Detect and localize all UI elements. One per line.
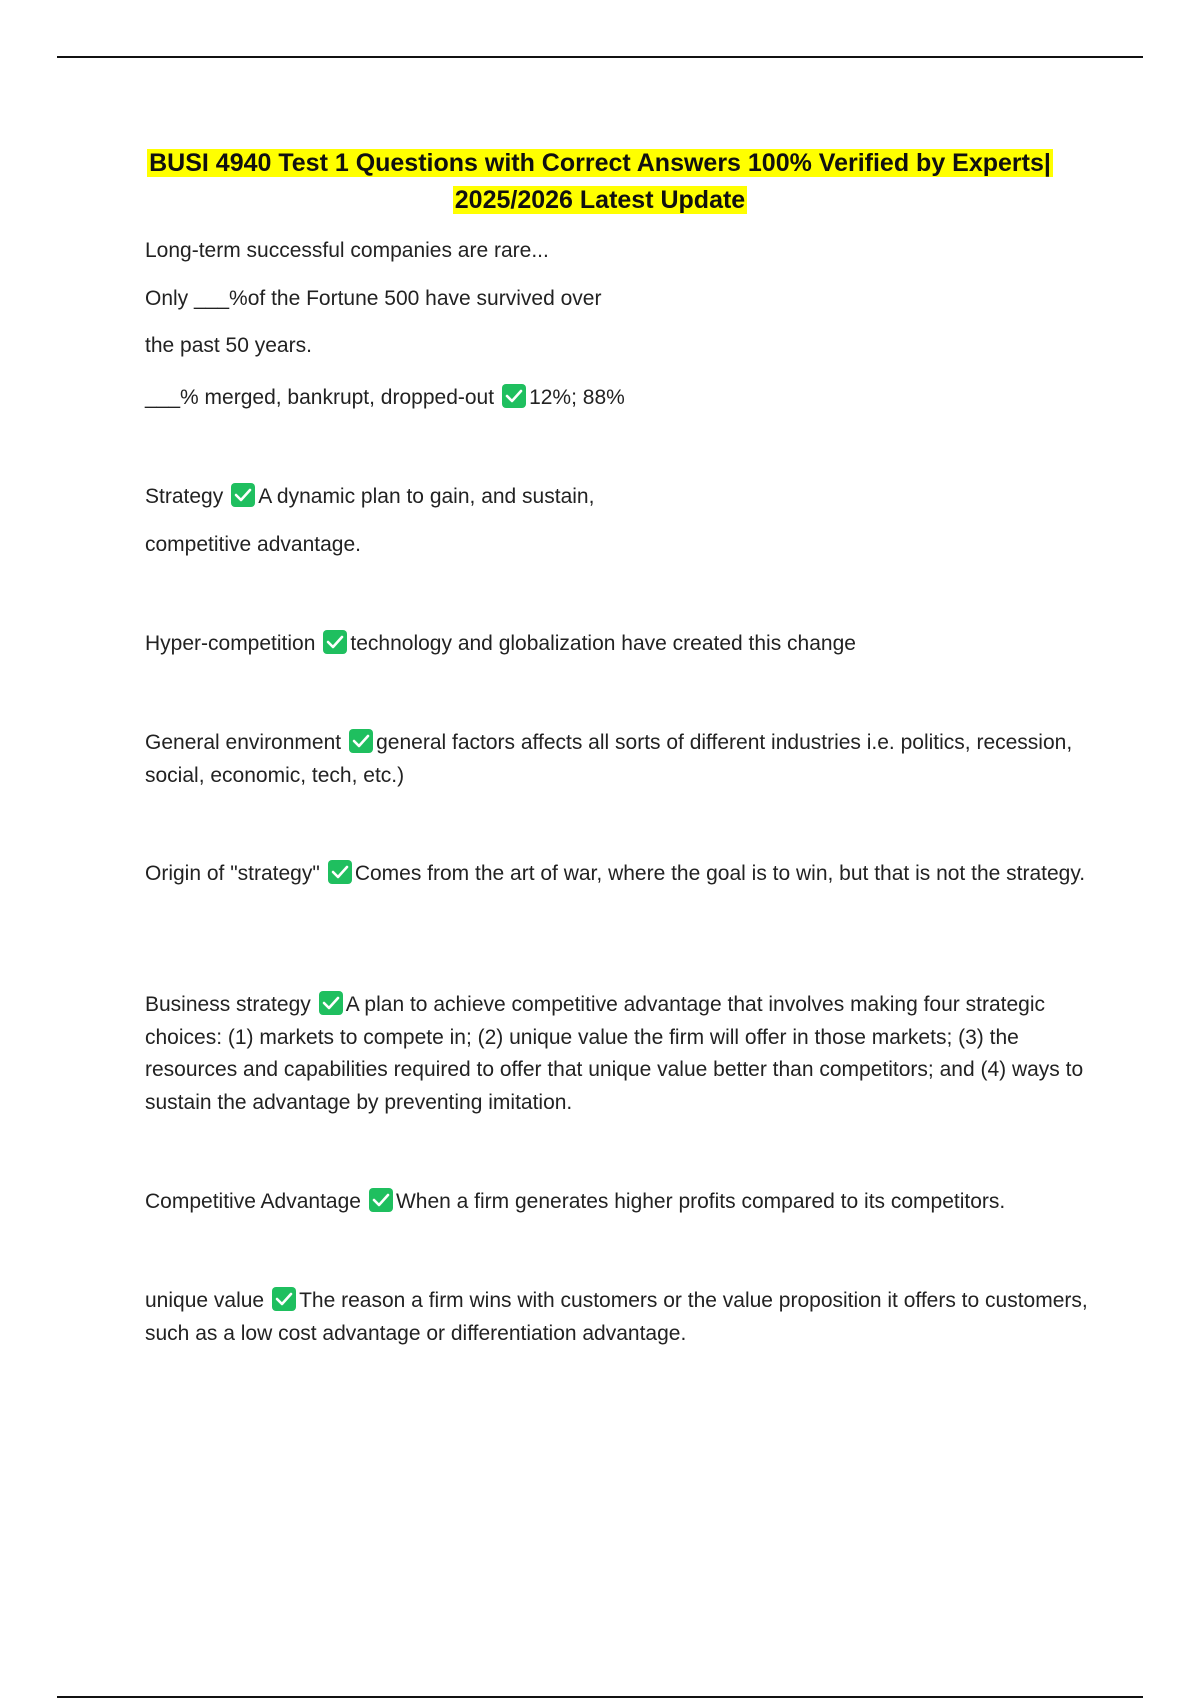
intro-question-text: ___% merged, bankrupt, dropped-out [145, 386, 495, 409]
footer-rule [57, 1696, 1143, 1698]
entry-unique-value [145, 1285, 1095, 1350]
header-rule [57, 56, 1143, 58]
intro-answer: 12%; 88% [529, 386, 625, 409]
title-line-1: BUSI 4940 Test 1 Questions with Correct Answers 100% Verified by Experts| [149, 149, 1051, 177]
entry-definition: When a firm generates higher profits compared to its competitors. [395, 1190, 1006, 1213]
entry-hyper-competition [145, 628, 1085, 660]
intro-line-4 [145, 382, 1085, 414]
check-mark-icon [231, 483, 255, 507]
page-title [100, 145, 1100, 219]
entry-definition: A dynamic plan to gain, and sustain, [258, 485, 595, 508]
entry-definition: A plan to achieve competitive advantage that involves making four strategic choices: (1) markets to compete in; (2) unique value the firm will offer in those markets; (3) the resources and capabilities required to offer that unique value better than competitors; and (4) ways to sustain the advantage by preventing imitation. [145, 993, 1084, 1114]
title-line-2: 2025/2026 Latest Update [454, 186, 746, 214]
entry-strategy-continuation: competitive advantage. [145, 533, 361, 556]
entry-definition: technology and globalization have created this change [350, 632, 856, 655]
check-mark-icon [272, 1287, 296, 1311]
check-mark-icon [369, 1188, 393, 1212]
check-mark-icon [319, 991, 343, 1015]
entry-definition: general factors affects all sorts of different industries i.e. politics, recession, social, economic, tech, etc.) [145, 731, 1073, 787]
entry-competitive-advantage [145, 1186, 1085, 1218]
check-mark-icon [349, 729, 373, 753]
intro-line-1: Long-term successful companies are rare... [145, 239, 549, 262]
check-mark-icon [323, 630, 347, 654]
entry-origin-of-strategy [145, 858, 1095, 891]
entry-term: Strategy [145, 485, 224, 508]
entry-term: Business strategy [145, 993, 311, 1016]
entry-term: Origin of "strategy" [145, 862, 320, 885]
entry-term: unique value [145, 1289, 265, 1312]
intro-line-2: Only ___%of the Fortune 500 have survived over [145, 287, 602, 310]
entry-general-environment [145, 727, 1095, 792]
entry-strategy [145, 481, 1085, 513]
entry-term: Competitive Advantage [145, 1190, 361, 1213]
check-mark-icon [502, 384, 526, 408]
entry-term: Hyper-competition [145, 632, 316, 655]
intro-line-3: the past 50 years. [145, 334, 312, 357]
entry-term: General environment [145, 731, 342, 754]
entry-business-strategy [145, 989, 1095, 1119]
check-mark-icon [328, 860, 352, 884]
entry-definition: The reason a firm wins with customers or the value proposition it offers to customers, such as a low cost advantage or differentiation advantage. [145, 1289, 1088, 1345]
entry-definition: Comes from the art of war, where the goal is to win, but that is not the strategy. [354, 862, 1086, 885]
